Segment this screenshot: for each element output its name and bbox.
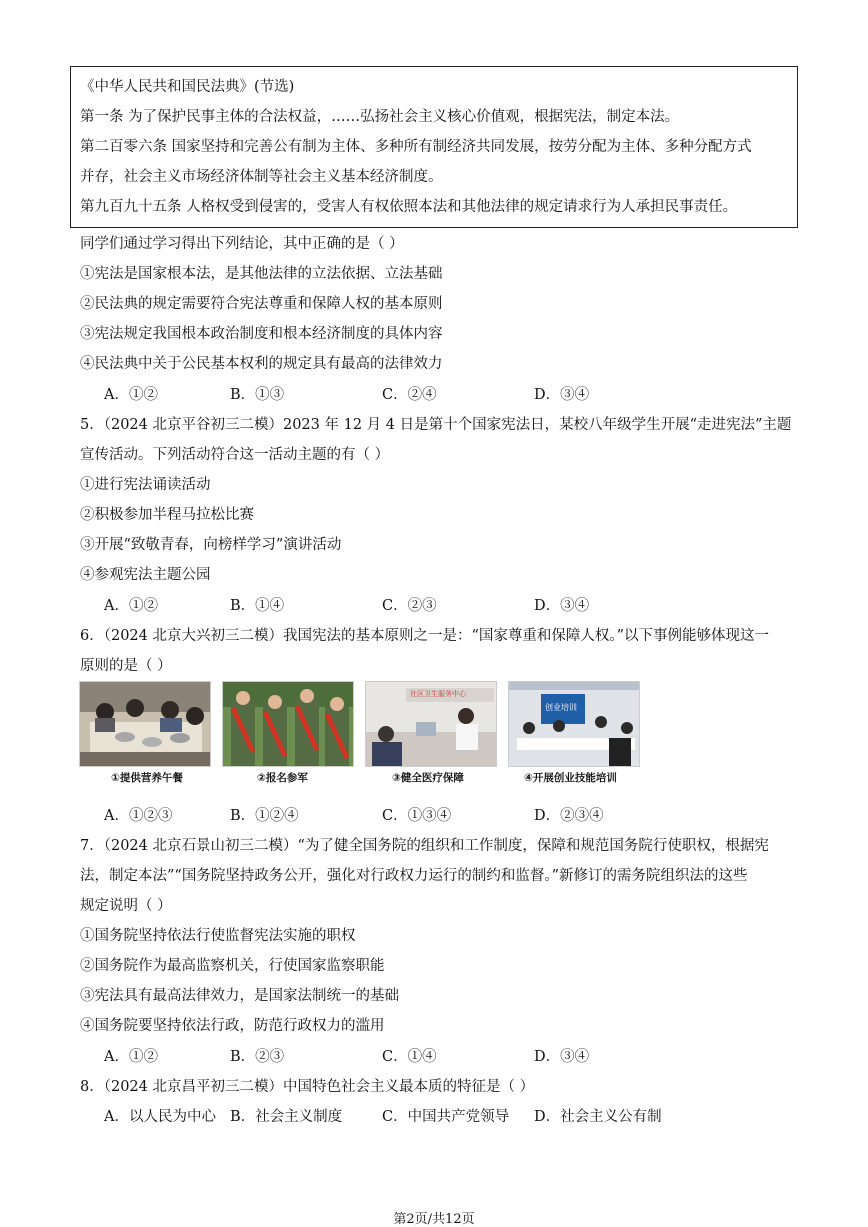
q6-stem-line-1: 6．（2024 北京大兴初三二模）我国宪法的基本原则之一是：“国家尊重和保障人权。”以下事例能够体现这一	[80, 628, 770, 644]
q7-stem-line-2: 法，制定本法”“国务院坚持政务公开，强化对行政权力运行的制约和监督。”新修订的需务院组织法的这些	[80, 868, 748, 884]
q7-option-b[interactable]: B．②③	[230, 1049, 285, 1065]
q4-item-1: ①宪法是国家根本法，是其他法律的立法依据、立法基础	[80, 266, 443, 282]
photo-4-screen-text: 创业培训	[545, 703, 577, 712]
q5-stem-line-2: 宣传活动。下列活动符合这一活动主题的有（ ）	[80, 447, 390, 463]
excerpt-article-206: 第二百零六条 国家坚持和完善公有制为主体、多种所有制经济共同发展，按劳分配为主体、多种分配方式	[80, 139, 752, 155]
q4-item-3: ③宪法规定我国根本政治制度和根本经济制度的具体内容	[80, 326, 443, 342]
photo-nutrition-lunch	[79, 681, 211, 767]
excerpt-title: 《中华人民共和国民法典》(节选)	[80, 79, 295, 95]
q7-stem-line-3: 规定说明（ ）	[80, 898, 172, 914]
q7-item-3: ③宪法具有最高法律效力，是国家法制统一的基础	[80, 988, 399, 1004]
q7-stem-line-1: 7．（2024 北京石景山初三二模）“为了健全国务院的组织和工作制度，保障和规范国务院行使职权，根据宪	[80, 838, 769, 854]
q6-option-b[interactable]: B．①②④	[230, 808, 299, 824]
caption-4: ④开展创业技能培训	[524, 772, 617, 784]
page-number: 第2页/共12页	[393, 1212, 475, 1227]
q8-stem: 8．（2024 北京昌平初三二模）中国特色社会主义最本质的特征是（ ）	[80, 1079, 535, 1095]
q5-item-3: ③开展“致敬青春，向榜样学习”演讲活动	[80, 537, 342, 553]
q4-stem: 同学们通过学习得出下列结论，其中正确的是（ ）	[80, 236, 404, 252]
q6-option-c[interactable]: C．①③④	[382, 808, 452, 824]
q7-option-a[interactable]: A．①②	[104, 1049, 158, 1065]
q7-option-c[interactable]: C．①④	[382, 1049, 437, 1065]
q4-item-4: ④民法典中关于公民基本权利的规定具有最高的法律效力	[80, 356, 443, 372]
photo-enlistment	[222, 681, 354, 767]
q6-option-a[interactable]: A．①②③	[104, 808, 173, 824]
q5-option-c[interactable]: C．②③	[382, 598, 437, 614]
q5-stem-line-1: 5．（2024 北京平谷初三二模）2023 年 12 月 4 日是第十个国家宪法日，某校八年级学生开展“走进宪法”主题	[80, 417, 792, 433]
q8-option-b[interactable]: B．社会主义制度	[230, 1109, 343, 1125]
photo-entrepreneurship-training	[508, 681, 640, 767]
q8-option-a[interactable]: A．以人民为中心	[104, 1109, 216, 1125]
q6-stem-line-2: 原则的是（ ）	[80, 658, 172, 674]
q7-item-4: ④国务院要坚持依法行政，防范行政权力的滥用	[80, 1018, 385, 1034]
q5-option-b[interactable]: B．①④	[230, 598, 285, 614]
q5-option-d[interactable]: D．③④	[534, 598, 590, 614]
caption-2: ②报名参军	[257, 772, 308, 784]
q7-option-d[interactable]: D．③④	[534, 1049, 590, 1065]
q5-option-a[interactable]: A．①②	[104, 598, 158, 614]
caption-1: ①提供营养午餐	[111, 772, 183, 784]
excerpt-article-1: 第一条 为了保护民事主体的合法权益，……弘扬社会主义核心价值观，根据宪法，制定本法。	[80, 109, 680, 125]
q5-item-2: ②积极参加半程马拉松比赛	[80, 507, 254, 523]
q4-option-a[interactable]: A．①②	[104, 387, 158, 403]
q5-item-1: ①进行宪法诵读活动	[80, 477, 211, 493]
q4-option-c[interactable]: C．②④	[382, 387, 437, 403]
excerpt-article-995: 第九百九十五条 人格权受到侵害的，受害人有权依照本法和其他法律的规定请求行为人承担民事责任。	[80, 199, 738, 215]
q7-item-2: ②国务院作为最高监察机关，行使国家监察职能	[80, 958, 385, 974]
photo-medical-service	[365, 681, 497, 767]
q4-option-b[interactable]: B．①③	[230, 387, 285, 403]
q4-item-2: ②民法典的规定需要符合宪法尊重和保障人权的基本原则	[80, 296, 443, 312]
q8-option-d[interactable]: D．社会主义公有制	[534, 1109, 662, 1125]
photo-3-sign: 社区卫生服务中心	[410, 690, 466, 698]
caption-3: ③健全医疗保障	[392, 772, 464, 784]
q7-item-1: ①国务院坚持依法行使监督宪法实施的职权	[80, 928, 356, 944]
q5-item-4: ④参观宪法主题公园	[80, 567, 211, 583]
q4-option-d[interactable]: D．③④	[534, 387, 590, 403]
q8-option-c[interactable]: C．中国共产党领导	[382, 1109, 510, 1125]
excerpt-article-206-cont: 并存，社会主义市场经济体制等社会主义基本经济制度。	[80, 169, 443, 185]
q6-option-d[interactable]: D．②③④	[534, 808, 604, 824]
law-excerpt-box	[70, 66, 798, 228]
